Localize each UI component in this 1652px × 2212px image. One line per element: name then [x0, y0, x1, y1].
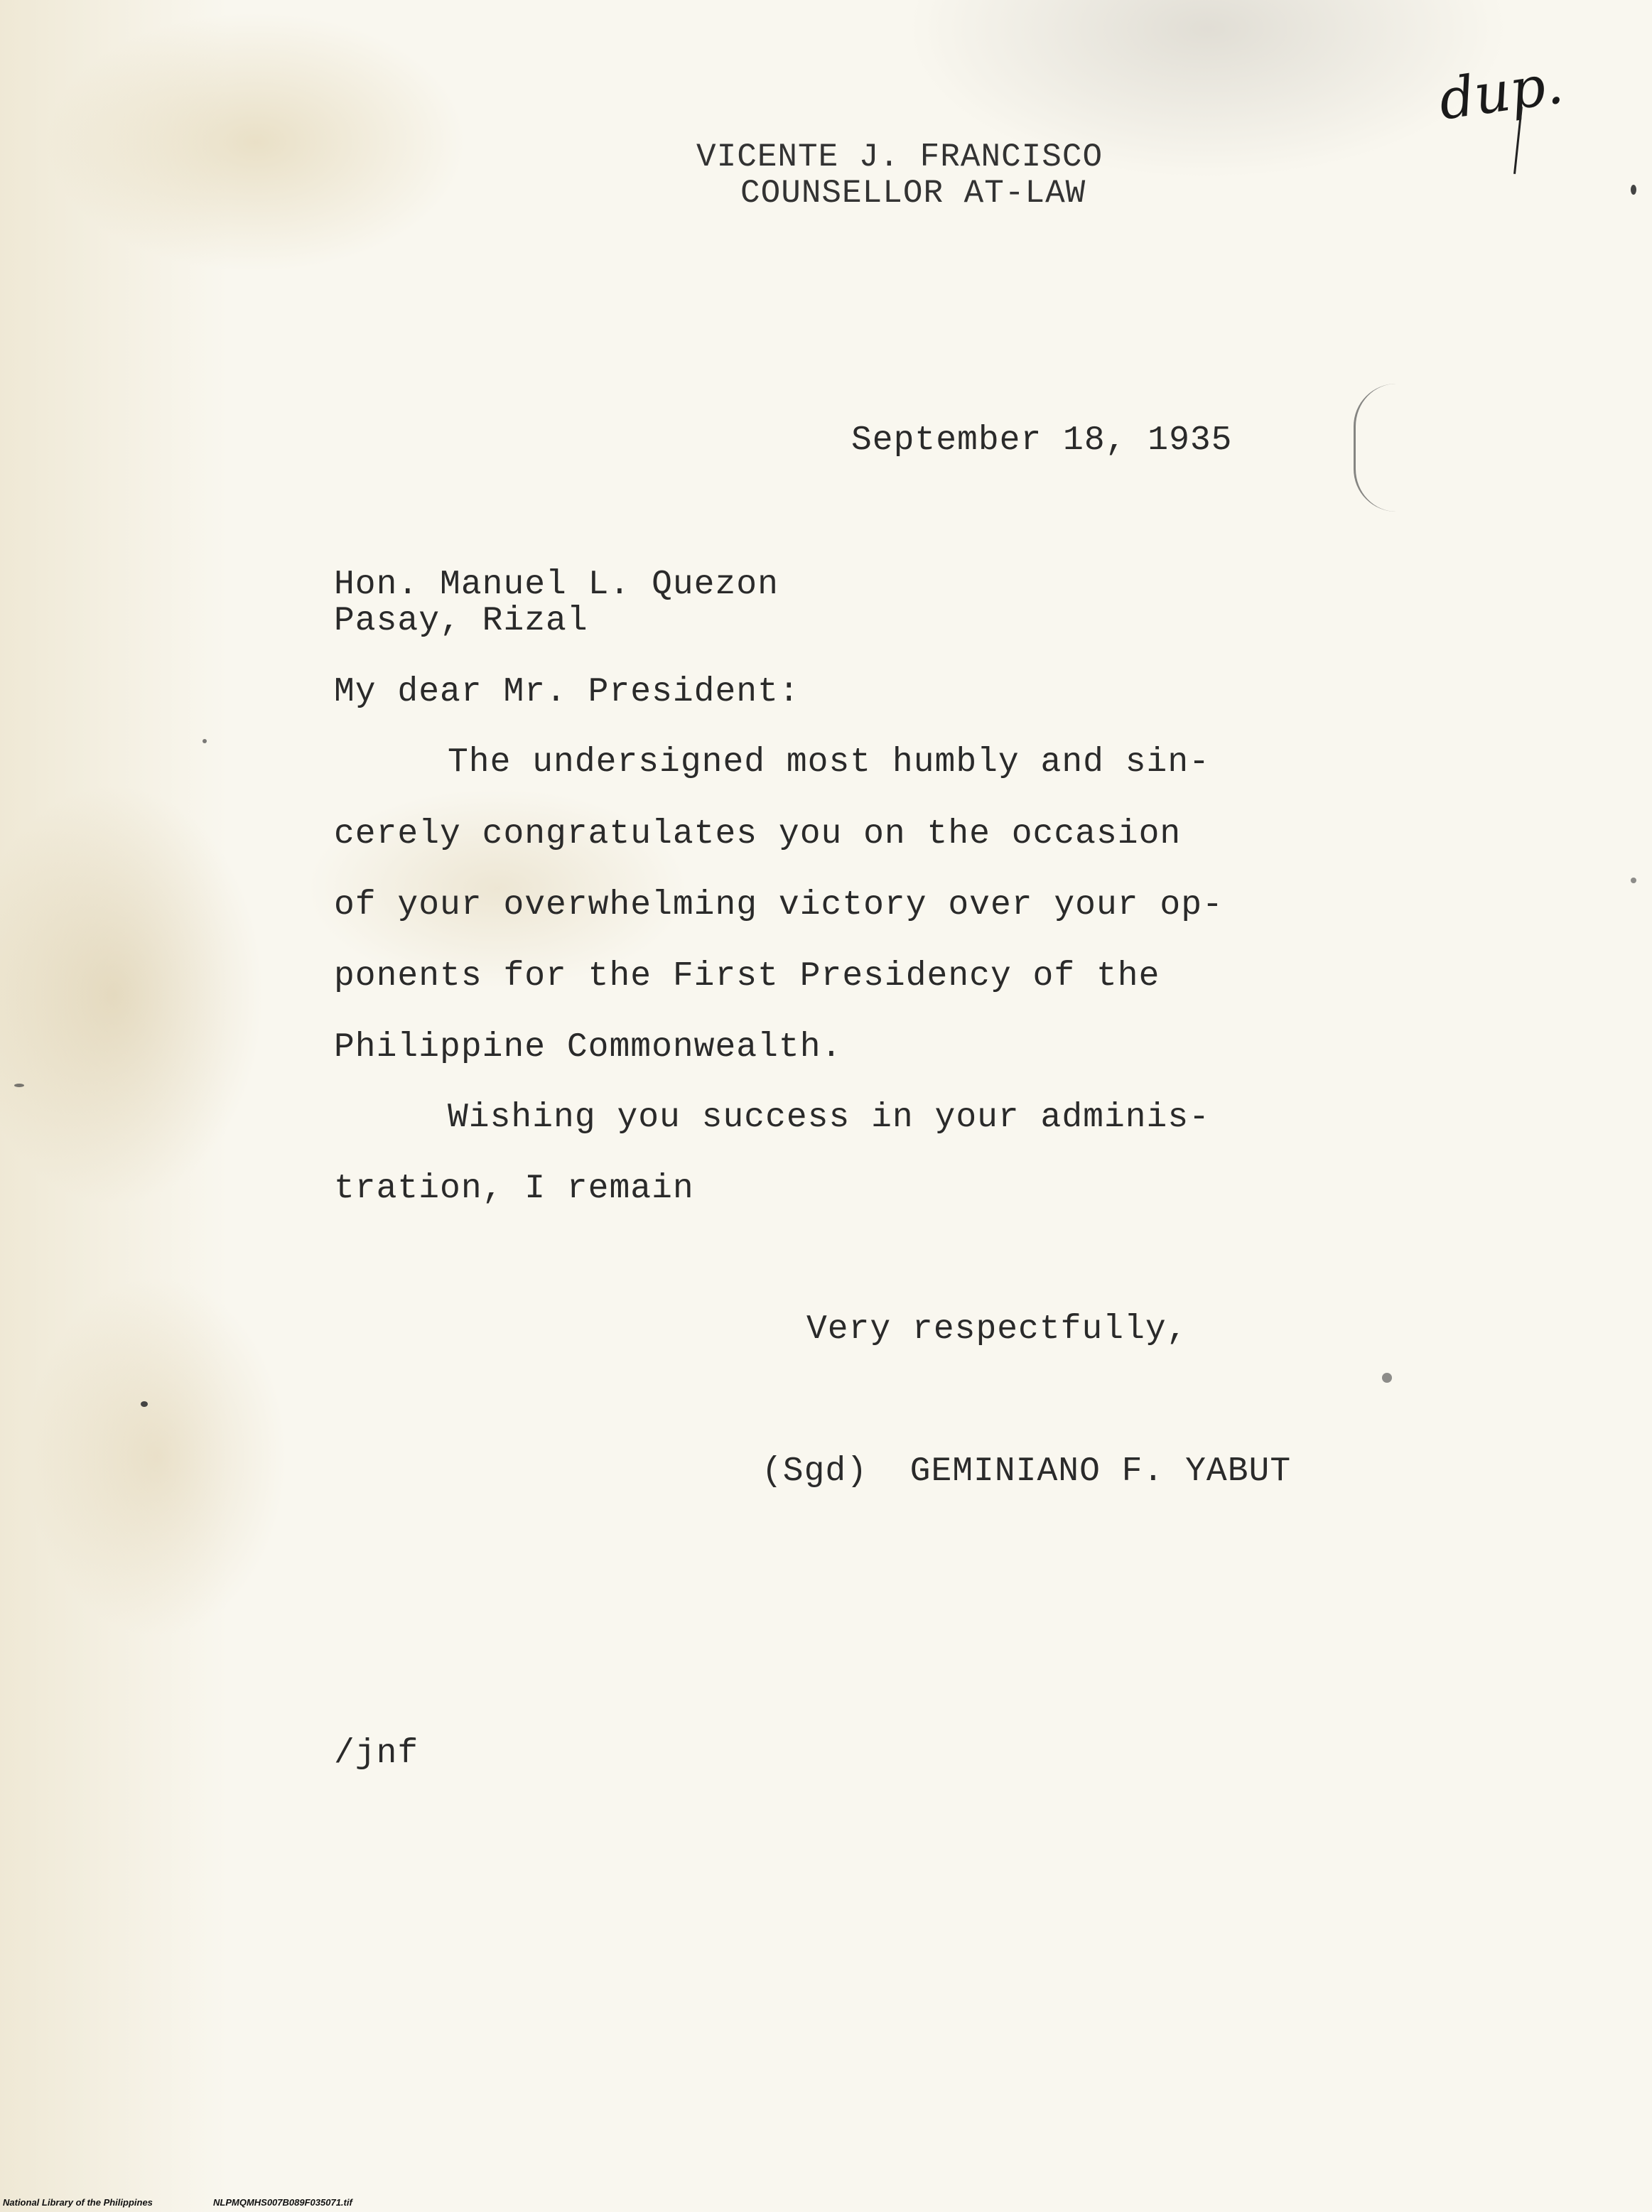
- ink-speck: [1631, 878, 1636, 883]
- ink-speck: [203, 739, 207, 743]
- signature-line: (Sgd) GEMINIANO F. YABUT: [762, 1452, 1292, 1491]
- footer-file-id: NLPMQMHS007B089F035071.tif: [213, 2197, 352, 2208]
- typist-initials: /jnf: [334, 1734, 419, 1773]
- body-line: Philippine Commonwealth.: [334, 1028, 843, 1067]
- margin-bracket-mark: [1354, 384, 1398, 512]
- ink-speck: [14, 1084, 24, 1087]
- body-line: tration, I remain: [334, 1170, 694, 1208]
- handwritten-annotation: dup.: [1435, 52, 1567, 133]
- letter-date: September 18, 1935: [851, 421, 1233, 460]
- salutation: My dear Mr. President:: [334, 673, 800, 711]
- ink-speck: [141, 1401, 148, 1407]
- recipient-address: Pasay, Rizal: [334, 602, 588, 640]
- letterhead-title: COUNSELLOR AT-LAW: [740, 175, 1086, 212]
- body-line: The undersigned most humbly and sin-: [448, 743, 1210, 782]
- ink-speck: [1382, 1373, 1392, 1383]
- letterhead-name: VICENTE J. FRANCISCO: [696, 139, 1103, 176]
- body-line: Wishing you success in your adminis-: [448, 1099, 1210, 1137]
- footer-library-credit: National Library of the Philippines: [3, 2197, 153, 2208]
- closing: Very respectfully,: [806, 1310, 1188, 1349]
- body-line: cerely congratulates you on the occasion: [334, 815, 1182, 853]
- body-line: ponents for the First Presidency of the: [334, 957, 1160, 996]
- ink-speck: [1631, 185, 1636, 195]
- recipient-name: Hon. Manuel L. Quezon: [334, 566, 779, 604]
- body-line: of your overwhelming victory over your op-: [334, 886, 1224, 924]
